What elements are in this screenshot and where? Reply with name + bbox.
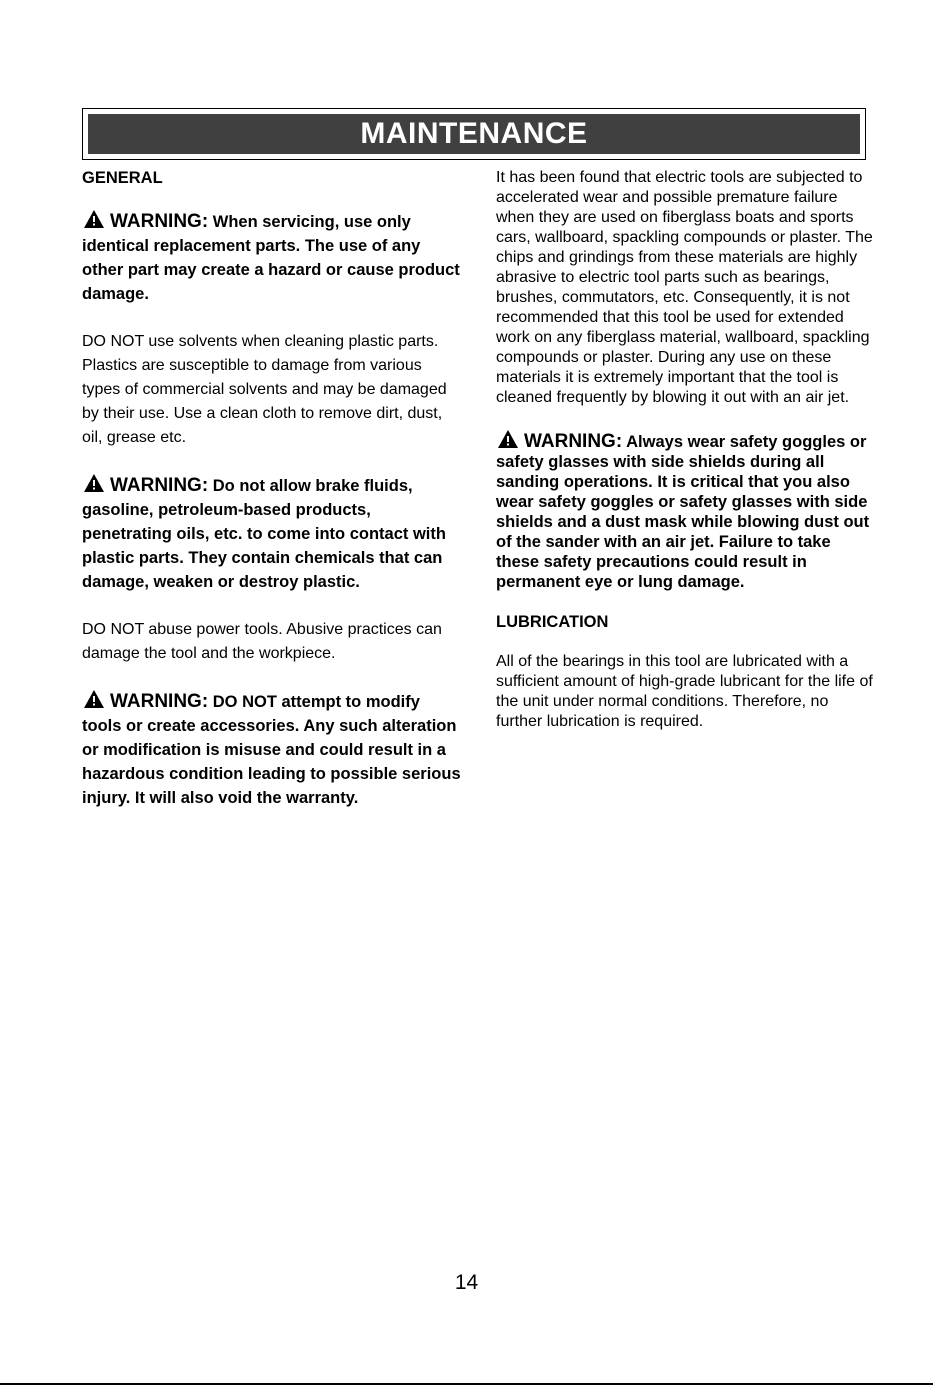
left-column [82, 168, 462, 810]
warning-label: WARNING: [524, 431, 623, 452]
warning-label: WARNING: [110, 475, 209, 496]
right-column [496, 168, 876, 732]
bottom-rule [0, 1383, 933, 1385]
fiberglass-paragraph: It has been found that electric tools are subjected to accelerated wear and possible premature failure when they are used on fiberglass boats and sports cars, wallboard, spackling compounds or plaster. The chips and grindings from these materials are highly abrasive to electric tool parts such as bearings, brushes, commutators, etc. Consequently, it is not recommended that this tool be used for extended work on any fiberglass material, wallboard, spackling compounds or plaster. During any use on these materials it is extremely important that the tool is cleaned frequently by blowing it out with an air jet. [496, 169, 873, 406]
abuse-paragraph: DO NOT abuse power tools. Abusive practices can damage the tool and the workpiece. [82, 621, 442, 662]
warning-triangle-icon [498, 430, 518, 448]
lubrication-paragraph: All of the bearings in this tool are lubricated with a sufficient amount of high-grade lubricant for the life of the unit under normal conditions. Therefore, no further lubrication is required. [496, 653, 873, 730]
general-heading: GENERAL [82, 169, 163, 187]
warning-text: Do not allow brake fluids, gasoline, petroleum-based products, penetrating oils, etc. to come into contact with plastic parts. They contain chemicals that can damage, weaken or destroy plastic. [82, 477, 446, 591]
warning-text: DO NOT attempt to modify tools or create accessories. Any such alteration or modification is misuse and could result in a hazardous condition leading to possible serious injury. It will also void the warranty. [82, 693, 461, 807]
warning-replacement-parts [82, 210, 462, 306]
solvents-paragraph: DO NOT use solvents when cleaning plastic parts. Plastics are susceptible to damage from various types of commercial solvents and may be damaged by their use. Use a clean cloth to remove dirt, dust, oil, grease etc. [82, 333, 447, 446]
warning-safety-goggles [496, 430, 876, 592]
warning-modify-tools [82, 690, 462, 810]
warning-text: Always wear safety goggles or safety glasses with side shields during all sanding operations. It is critical that you also wear safety goggles or safety glasses with side shields and a dust mask while blowing dust out of the sander with an air jet. Failure to take these safety precautions could result in permanent eye or lung damage. [496, 433, 870, 591]
page-number: 14 [454, 1271, 479, 1294]
warning-text: When servicing, use only identical replacement parts. The use of any other part may create a hazard or cause product damage. [82, 213, 460, 303]
warning-triangle-icon [84, 690, 104, 708]
warning-triangle-icon [84, 474, 104, 492]
section-title: MAINTENANCE [88, 114, 860, 154]
lubrication-heading: LUBRICATION [496, 613, 609, 631]
warning-brake-fluids [82, 474, 462, 594]
section-header [82, 108, 866, 160]
warning-triangle-icon [84, 210, 104, 228]
warning-label: WARNING: [110, 211, 209, 232]
warning-label: WARNING: [110, 691, 209, 712]
